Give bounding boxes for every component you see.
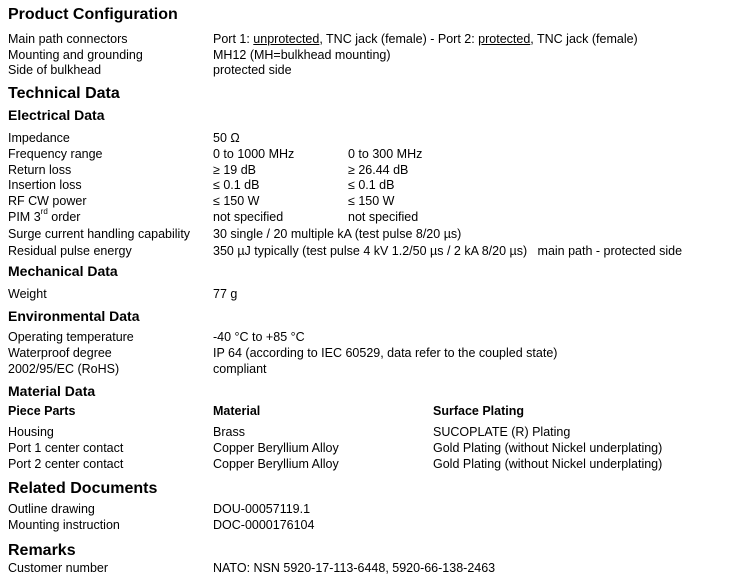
mounting-value: MH12 (MH=bulkhead mounting) bbox=[213, 48, 391, 62]
surge-label: Surge current handling capability bbox=[8, 227, 191, 241]
related-documents-heading: Related Documents bbox=[8, 480, 158, 497]
pim-label-post: order bbox=[47, 210, 81, 224]
surge-value: 30 single / 20 multiple kA (test pulse 8/20 µs) bbox=[213, 227, 462, 241]
product-configuration-heading: Product Configuration bbox=[8, 6, 178, 23]
frequency-label: Frequency range bbox=[8, 147, 103, 161]
side-value: protected side bbox=[213, 63, 292, 77]
return-loss-value-2: ≥ 26.44 dB bbox=[348, 163, 409, 177]
insertion-loss-value-2: ≤ 0.1 dB bbox=[348, 178, 395, 192]
customer-number-value: NATO: NSN 5920-17-113-6448, 5920-66-138-2463 bbox=[213, 561, 496, 575]
rohs-value: compliant bbox=[213, 362, 267, 376]
pim-value-2: not specified bbox=[348, 210, 419, 224]
operating-temp-label: Operating temperature bbox=[8, 330, 134, 344]
rf-power-value-1: ≤ 150 W bbox=[213, 194, 260, 208]
residual-value: 350 µJ typically (test pulse 4 kV 1.2/50 µs / 2 kA 8/20 µs) main path - protected side bbox=[213, 244, 683, 258]
insertion-loss-value-1: ≤ 0.1 dB bbox=[213, 178, 260, 192]
mechanical-data-heading: Mechanical Data bbox=[8, 263, 118, 279]
frequency-value-2: 0 to 300 MHz bbox=[348, 147, 423, 161]
side-label: Side of bulkhead bbox=[8, 63, 102, 77]
pim-label-sup: rd bbox=[40, 207, 48, 216]
material-cell: Copper Beryllium Alloy bbox=[213, 441, 339, 455]
operating-temp-value: -40 °C to +85 °C bbox=[213, 330, 305, 344]
mounting-instruction-value: DOC-0000176104 bbox=[213, 518, 315, 532]
material-cell: Copper Beryllium Alloy bbox=[213, 457, 339, 471]
environmental-data-heading: Environmental Data bbox=[8, 308, 140, 324]
residual-label: Residual pulse energy bbox=[8, 244, 132, 258]
port1-prefix: Port 1: bbox=[213, 32, 254, 46]
port1-state: unprotected bbox=[253, 32, 320, 46]
pim-label bbox=[8, 209, 80, 225]
impedance-label: Impedance bbox=[8, 131, 70, 145]
pim-value-1: not specified bbox=[213, 210, 284, 224]
material-header: Material bbox=[213, 404, 261, 418]
piece-part-cell: Port 1 center contact bbox=[8, 441, 124, 455]
electrical-data-heading: Electrical Data bbox=[8, 107, 105, 123]
piece-part-cell: Housing bbox=[8, 425, 54, 439]
piece-part-cell: Port 2 center contact bbox=[8, 457, 124, 471]
insertion-loss-label: Insertion loss bbox=[8, 178, 82, 192]
impedance-value: 50 Ω bbox=[213, 131, 240, 145]
piece-parts-header: Piece Parts bbox=[8, 404, 76, 418]
mounting-label: Mounting and grounding bbox=[8, 48, 143, 62]
frequency-value-1: 0 to 1000 MHz bbox=[213, 147, 295, 161]
surface-plating-header: Surface Plating bbox=[433, 404, 524, 418]
port2-state: protected bbox=[478, 32, 531, 46]
port2-rest: , TNC jack (female) bbox=[530, 32, 638, 46]
mounting-instruction-label: Mounting instruction bbox=[8, 518, 120, 532]
waterproof-label: Waterproof degree bbox=[8, 346, 112, 360]
return-loss-value-1: ≥ 19 dB bbox=[213, 163, 256, 177]
technical-data-heading: Technical Data bbox=[8, 85, 120, 102]
weight-value: 77 g bbox=[213, 287, 238, 301]
waterproof-value: IP 64 (according to IEC 60529, data refer to the coupled state) bbox=[213, 346, 558, 360]
main-path-connectors-label: Main path connectors bbox=[8, 32, 128, 46]
port1-rest: , TNC jack (female) - Port 2: bbox=[319, 32, 479, 46]
pim-label-pre: PIM 3 bbox=[8, 210, 41, 224]
weight-label: Weight bbox=[8, 287, 47, 301]
plating-cell: Gold Plating (without Nickel underplating) bbox=[433, 457, 663, 471]
material-data-heading: Material Data bbox=[8, 383, 96, 399]
main-path-connectors-value bbox=[213, 31, 638, 47]
rohs-label: 2002/95/EC (RoHS) bbox=[8, 362, 120, 376]
return-loss-label: Return loss bbox=[8, 163, 72, 177]
outline-drawing-label: Outline drawing bbox=[8, 502, 95, 516]
remarks-heading: Remarks bbox=[8, 542, 76, 559]
rf-power-label: RF CW power bbox=[8, 194, 87, 208]
customer-number-label: Customer number bbox=[8, 561, 109, 575]
rf-power-value-2: ≤ 150 W bbox=[348, 194, 395, 208]
material-cell: Brass bbox=[213, 425, 245, 439]
plating-cell: Gold Plating (without Nickel underplating) bbox=[433, 441, 663, 455]
residual-row bbox=[8, 243, 683, 259]
outline-drawing-value: DOU-00057119.1 bbox=[213, 502, 311, 516]
plating-cell: SUCOPLATE (R) Plating bbox=[433, 425, 571, 439]
